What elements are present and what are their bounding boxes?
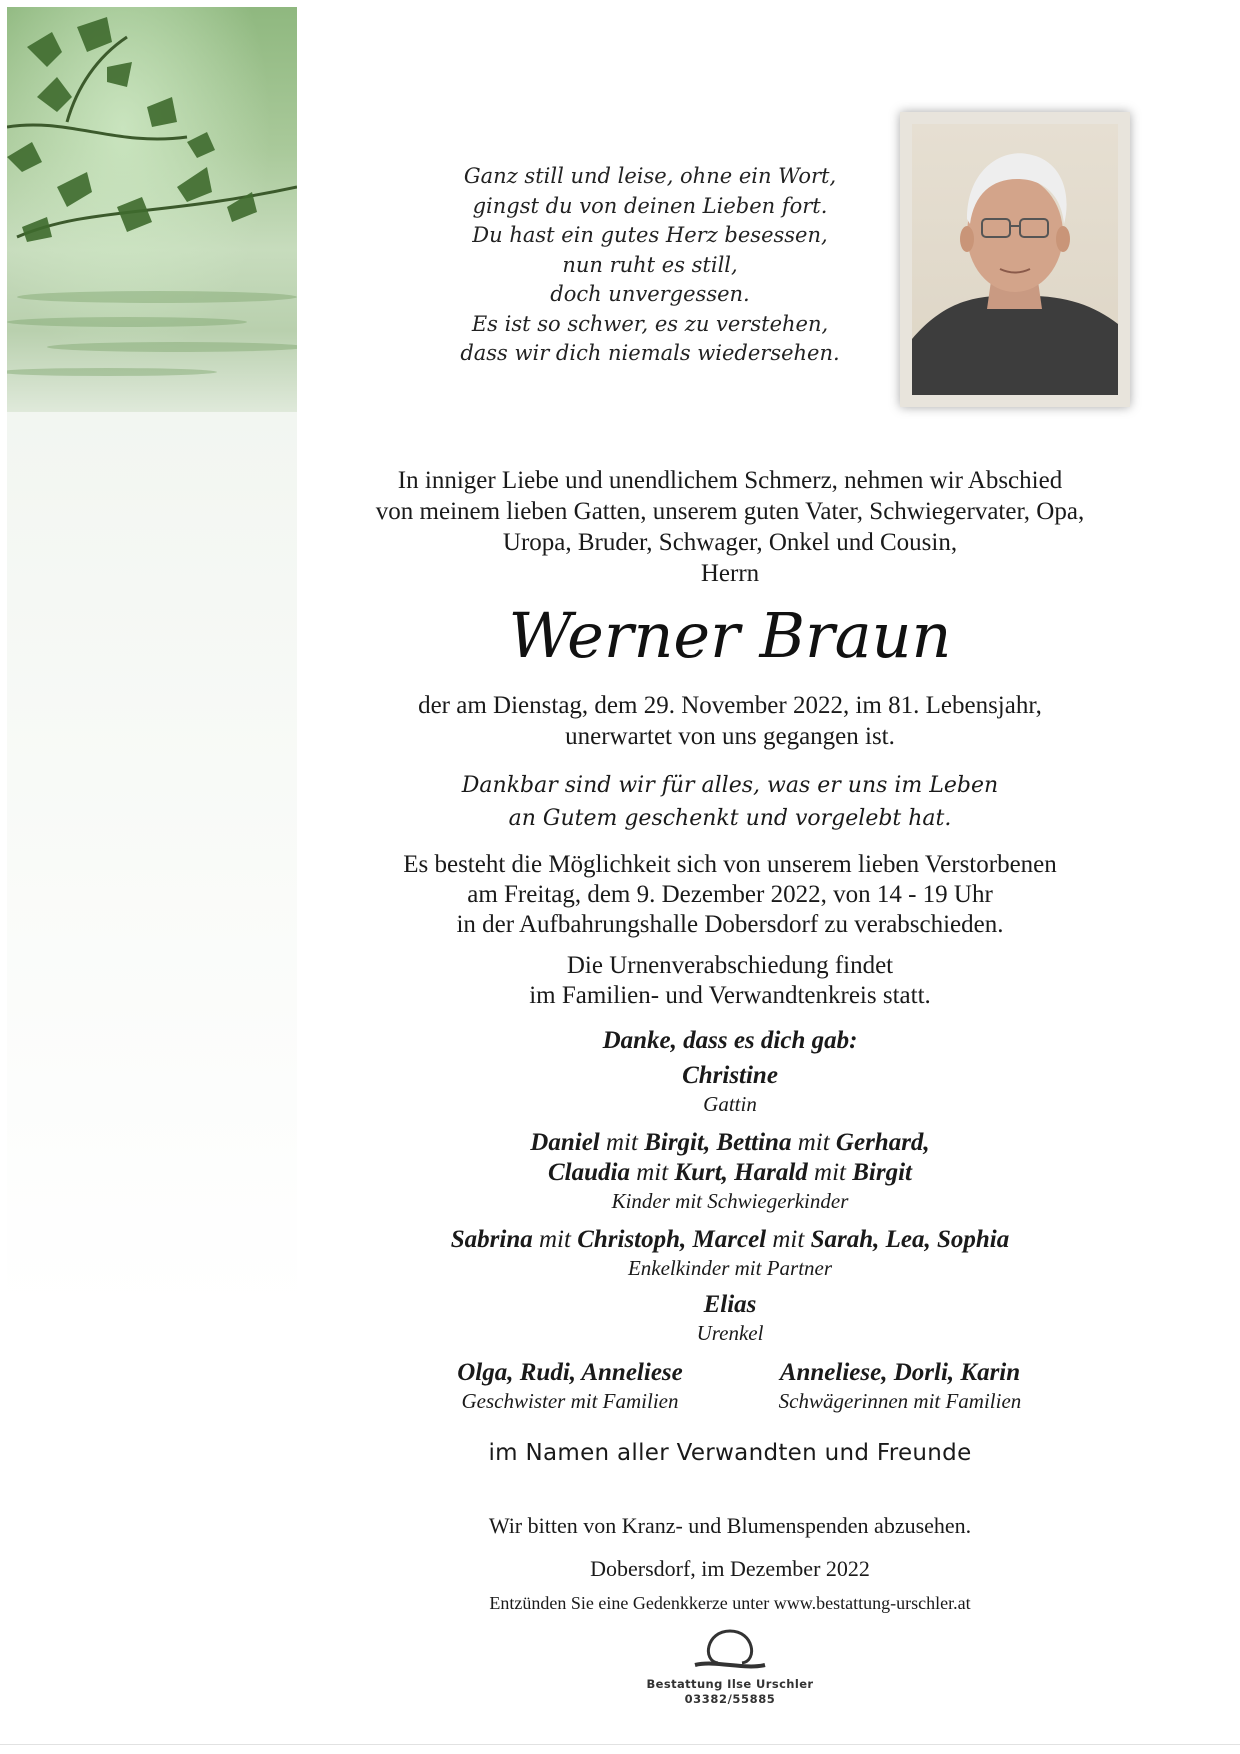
gratitude-line: an Gutem geschenkt und vorgelebt hat.	[508, 806, 952, 831]
connector-run: mit	[791, 1129, 836, 1156]
great-grandchildren-block	[340, 1290, 1120, 1346]
farewell-intro	[340, 465, 1120, 589]
intro-line: Uropa, Bruder, Schwager, Onkel und Cousin,	[502, 529, 958, 556]
death-line: unerwartet von uns gegangen ist.	[565, 723, 895, 750]
portrait-photo	[912, 124, 1118, 395]
children-block	[340, 1128, 1120, 1214]
intro-line: von meinem lieben Gatten, unserem guten Vater, Schwiegervater, Opa,	[375, 498, 1085, 525]
funeral-home-phone: 03382/55885	[684, 1692, 776, 1706]
name-run: Sarah, Lea, Sophia	[810, 1226, 1010, 1253]
poem-line: Ganz still und leise, ohne ein Wort,	[463, 164, 837, 188]
thanks-heading: Danke, dass es dich gab:	[602, 1027, 858, 1054]
portrait-frame	[900, 112, 1130, 407]
intro-line: Herrn	[700, 560, 760, 587]
name-run: Christoph, Marcel	[577, 1226, 767, 1253]
grandchildren-block	[340, 1225, 1120, 1281]
great-grandchild-role: Urenkel	[696, 1321, 764, 1345]
candle-note: Entzünden Sie eine Gedenkkerze unter www.bestattung-urschler.at	[489, 1593, 971, 1613]
sisters-in-law-role: Schwägerinnen mit Familien	[778, 1389, 1022, 1413]
viewing-info	[340, 850, 1120, 940]
siblings-names: Olga, Rudi, Anneliese	[457, 1359, 683, 1386]
gratitude-text	[340, 769, 1120, 835]
spouse-block	[340, 1061, 1120, 1117]
children-role: Kinder mit Schwiegerkinder	[611, 1189, 849, 1213]
name-run: Claudia	[547, 1159, 630, 1186]
viewing-line: in der Aufbahrungshalle Dobersdorf zu verabschieden.	[456, 911, 1004, 938]
sun-wave-icon	[640, 1625, 820, 1675]
name-run: Birgit, Bettina	[644, 1129, 792, 1156]
grandchildren-role: Enkelkinder mit Partner	[627, 1256, 833, 1280]
children-line-2	[340, 1158, 1120, 1188]
connector-run: mit	[766, 1226, 811, 1253]
viewing-line: Es besteht die Möglichkeit sich von unserem lieben Verstorbenen	[403, 851, 1057, 878]
name-run: Kurt, Harald	[674, 1159, 808, 1186]
sisters-in-law-block	[735, 1358, 1065, 1414]
urn-ceremony-info	[340, 951, 1120, 1011]
bottom-divider	[0, 1744, 1240, 1745]
gratitude-line: Dankbar sind wir für alles, was er uns im Leben	[461, 773, 999, 798]
background-fade	[7, 412, 297, 1312]
siblings-role: Geschwister mit Familien	[461, 1389, 679, 1413]
funeral-home-name: Bestattung Ilse Urschler	[646, 1677, 814, 1691]
poem-line: Du hast ein gutes Herz besessen,	[472, 223, 828, 247]
sisters-in-law-names: Anneliese, Dorli, Karin	[779, 1359, 1021, 1386]
grandchildren-line	[340, 1225, 1120, 1255]
connector-run: mit	[532, 1226, 578, 1253]
name-run: Sabrina	[450, 1226, 533, 1253]
death-notice	[340, 690, 1120, 752]
siblings-block	[405, 1358, 735, 1414]
deceased-name: Werner Braun	[508, 599, 952, 672]
intro-line: In inniger Liebe und unendlichem Schmerz, nehmen wir Abschied	[397, 467, 1063, 494]
connector-run: mit	[599, 1129, 645, 1156]
poem-line: nun ruht es still,	[562, 252, 738, 277]
flower-request: Wir bitten von Kranz- und Blumenspenden abzusehen.	[488, 1513, 972, 1538]
spouse-role: Gattin	[703, 1092, 757, 1116]
great-grandchild-name: Elias	[703, 1291, 757, 1318]
death-line: der am Dienstag, dem 29. November 2022, im 81. Lebensjahr,	[418, 692, 1042, 719]
connector-run: mit	[807, 1159, 853, 1186]
poem-line: Es ist so schwer, es zu verstehen,	[471, 311, 829, 336]
viewing-line: am Freitag, dem 9. Dezember 2022, von 14 - 19 Uhr	[467, 881, 993, 908]
poem	[430, 162, 870, 369]
poem-line: dass wir dich niemals wiedersehen.	[460, 341, 840, 365]
name-run: Gerhard,	[835, 1129, 930, 1156]
name-run: Birgit	[852, 1159, 912, 1186]
place-date: Dobersdorf, im Dezember 2022	[590, 1556, 870, 1581]
name-run: Daniel	[530, 1129, 600, 1156]
children-line-1	[340, 1128, 1120, 1158]
connector-run: mit	[629, 1159, 675, 1186]
spouse-name: Christine	[682, 1062, 778, 1089]
poem-line: gingst du von deinen Lieben fort.	[472, 193, 828, 218]
nature-image	[7, 7, 297, 412]
urn-line: im Familien- und Verwandtenkreis statt.	[529, 982, 931, 1009]
closing-line: im Namen aller Verwandten und Freunde	[488, 1440, 972, 1466]
urn-line: Die Urnenverabschiedung findet	[566, 952, 894, 979]
funeral-home-logo	[640, 1625, 820, 1715]
poem-line: doch unvergessen.	[550, 282, 750, 306]
